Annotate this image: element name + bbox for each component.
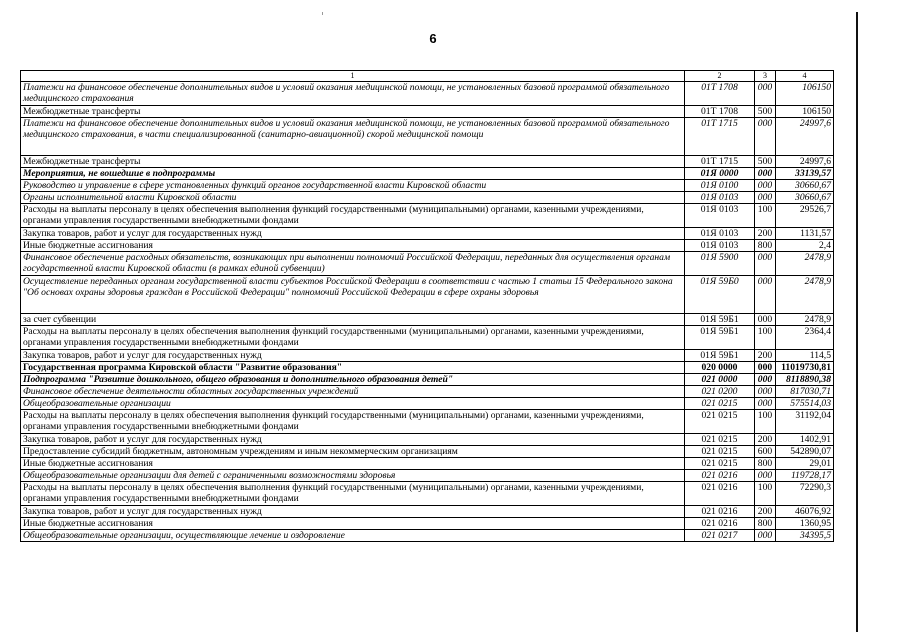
row-vr-cell: 000 [755, 180, 776, 192]
row-vr-cell: 000 [755, 168, 776, 180]
table-row [21, 350, 834, 362]
row-sum-cell: 24997,6 [776, 156, 834, 168]
row-code-cell: 021 0215 [685, 410, 755, 434]
table-row [21, 252, 834, 276]
row-sum-cell: 2478,9 [776, 314, 834, 326]
table-row [21, 506, 834, 518]
row-sum-cell: 31192,04 [776, 410, 834, 434]
row-vr-cell: 600 [755, 446, 776, 458]
row-name-cell: Закупка товаров, работ и услуг для государственных нужд [21, 434, 685, 446]
row-code-cell: 01Т 1708 [685, 82, 755, 106]
row-code-cell: 021 0216 [685, 506, 755, 518]
page-number: 6 [429, 31, 437, 46]
table-row [21, 228, 834, 240]
row-code-cell: 021 0200 [685, 386, 755, 398]
row-name-cell: Платежи на финансовое обеспечение дополнительных видов и условий оказания медицинской помощи, не установленных базовой программой обязательного медицинского страхования, в части специализированной (санитарно-авиационной) скорой медицинской помощи [21, 118, 685, 156]
row-name-cell: Межбюджетные трансферты [21, 106, 685, 118]
row-code-cell: 020 0000 [685, 362, 755, 374]
row-vr-cell: 000 [755, 192, 776, 204]
row-name-cell: Межбюджетные трансферты [21, 156, 685, 168]
row-name-cell: Закупка товаров, работ и услуг для государственных нужд [21, 228, 685, 240]
table-row [21, 156, 834, 168]
row-code-cell: 01Я 5900 [685, 252, 755, 276]
row-code-cell: 01Т 1708 [685, 106, 755, 118]
table-row [21, 82, 834, 106]
row-sum-cell: 33139,57 [776, 168, 834, 180]
row-code-cell: 01Я 0103 [685, 228, 755, 240]
row-sum-cell: 2364,4 [776, 326, 834, 350]
table-row [21, 276, 834, 314]
row-vr-cell: 800 [755, 458, 776, 470]
row-name-cell: Расходы на выплаты персоналу в целях обеспечения выполнения функций государственными (муниципальными) органами, казенными учреждениями, органами управления государственными внебюджетными фондами [21, 482, 685, 506]
table-row [21, 192, 834, 204]
row-code-cell: 01Я 0103 [685, 204, 755, 228]
row-name-cell: Финансовое обеспечение расходных обязательств, возникающих при выполнении полномочий Российской Федерации, переданных для осуществления органам государственной власти Кировской области (в рамках единой субвенции) [21, 252, 685, 276]
row-sum-cell: 29,01 [776, 458, 834, 470]
row-vr-cell: 200 [755, 434, 776, 446]
table-row [21, 434, 834, 446]
row-code-cell: 021 0215 [685, 458, 755, 470]
row-vr-cell: 000 [755, 362, 776, 374]
header-col-sum: 4 [776, 71, 834, 82]
header-col-vr: 3 [755, 71, 776, 82]
row-sum-cell: 8118890,38 [776, 374, 834, 386]
row-code-cell: 021 0215 [685, 434, 755, 446]
table-row [21, 482, 834, 506]
row-vr-cell: 500 [755, 156, 776, 168]
row-code-cell: 01Я 59Б1 [685, 350, 755, 362]
table-row [21, 446, 834, 458]
row-name-cell: Общеобразовательные организации, осуществляющие лечение и оздоровление [21, 530, 685, 542]
row-name-cell: Общеобразовательные организации [21, 398, 685, 410]
row-name-cell: Органы исполнительной власти Кировской области [21, 192, 685, 204]
row-code-cell: 01Т 1715 [685, 118, 755, 156]
table-row [21, 106, 834, 118]
row-name-cell: Общеобразовательные организации для детей с ограниченными возможностями здоровья [21, 470, 685, 482]
row-vr-cell: 800 [755, 240, 776, 252]
row-name-cell: Расходы на выплаты персоналу в целях обеспечения выполнения функций государственными (муниципальными) органами, казенными учреждениями, органами управления государственными внебюджетными фондами [21, 204, 685, 228]
table-row [21, 398, 834, 410]
table-row [21, 470, 834, 482]
table-row [21, 410, 834, 434]
table-row [21, 240, 834, 252]
row-name-cell: Иные бюджетные ассигнования [21, 458, 685, 470]
row-name-cell: Мероприятия, не вошедшие в подпрограммы [21, 168, 685, 180]
row-code-cell: 021 0216 [685, 470, 755, 482]
row-vr-cell: 100 [755, 410, 776, 434]
row-vr-cell: 000 [755, 386, 776, 398]
table-row [21, 530, 834, 542]
row-sum-cell: 2478,9 [776, 276, 834, 314]
row-code-cell: 021 0000 [685, 374, 755, 386]
row-sum-cell: 34395,5 [776, 530, 834, 542]
row-sum-cell: 1402,91 [776, 434, 834, 446]
row-code-cell: 021 0216 [685, 518, 755, 530]
row-vr-cell: 000 [755, 252, 776, 276]
row-sum-cell: 29526,7 [776, 204, 834, 228]
table-row [21, 386, 834, 398]
row-sum-cell: 106150 [776, 106, 834, 118]
header-col-code: 2 [685, 71, 755, 82]
row-code-cell: 01Я 59Б1 [685, 326, 755, 350]
row-sum-cell: 30660,67 [776, 192, 834, 204]
row-sum-cell: 2,4 [776, 240, 834, 252]
table-header-row [21, 71, 834, 82]
row-vr-cell: 100 [755, 326, 776, 350]
row-code-cell: 021 0216 [685, 482, 755, 506]
row-sum-cell: 2478,9 [776, 252, 834, 276]
row-code-cell: 021 0215 [685, 446, 755, 458]
table-row [21, 374, 834, 386]
row-sum-cell: 72290,3 [776, 482, 834, 506]
page-edge-line [856, 12, 858, 632]
row-name-cell: Закупка товаров, работ и услуг для государственных нужд [21, 506, 685, 518]
table-row [21, 518, 834, 530]
table-row [21, 326, 834, 350]
row-sum-cell: 30660,67 [776, 180, 834, 192]
row-name-cell: Расходы на выплаты персоналу в целях обеспечения выполнения функций государственными (муниципальными) органами, казенными учреждениями, органами управления государственными внебюджетными фондами [21, 410, 685, 434]
header-col-name: 1 [21, 71, 685, 82]
row-sum-cell: 575514,03 [776, 398, 834, 410]
row-vr-cell: 500 [755, 106, 776, 118]
row-name-cell: Расходы на выплаты персоналу в целях обеспечения выполнения функций государственными (муниципальными) органами, казенными учреждениями, органами управления государственными внебюджетными фондами [21, 326, 685, 350]
row-vr-cell: 000 [755, 374, 776, 386]
row-sum-cell: 542890,07 [776, 446, 834, 458]
row-name-cell: Платежи на финансовое обеспечение дополнительных видов и условий оказания медицинской помощи, не установленных базовой программой обязательного медицинского страхования [21, 82, 685, 106]
row-code-cell: 01Т 1715 [685, 156, 755, 168]
row-name-cell: Государственная программа Кировской области "Развитие образования" [21, 362, 685, 374]
row-name-cell: Руководство и управление в сфере установленных функций органов государственной власти Кировской области [21, 180, 685, 192]
row-name-cell: Иные бюджетные ассигнования [21, 240, 685, 252]
table-row [21, 118, 834, 156]
row-vr-cell: 000 [755, 276, 776, 314]
row-sum-cell: 11019730,81 [776, 362, 834, 374]
row-code-cell: 021 0217 [685, 530, 755, 542]
row-code-cell: 01Я 0000 [685, 168, 755, 180]
budget-table [20, 70, 834, 542]
row-name-cell: Иные бюджетные ассигнования [21, 518, 685, 530]
table-row [21, 180, 834, 192]
row-name-cell: Закупка товаров, работ и услуг для государственных нужд [21, 350, 685, 362]
row-sum-cell: 24997,6 [776, 118, 834, 156]
row-sum-cell: 817030,71 [776, 386, 834, 398]
row-name-cell: Осуществление переданных органам государственной власти субъектов Российской Федерации в соответствии с частью 1 статьи 15 Федерального закона "Об основах охраны здоровья граждан в Российской Федерации" полномочий Российской Федерации в сфере охраны здоровья [21, 276, 685, 314]
row-sum-cell: 114,5 [776, 350, 834, 362]
row-name-cell: за счет субвенции [21, 314, 685, 326]
row-vr-cell: 200 [755, 506, 776, 518]
table-row [21, 168, 834, 180]
budget-table-body [21, 71, 834, 542]
row-name-cell: Финансовое обеспечение деятельности областных государственных учреждений [21, 386, 685, 398]
table-row [21, 362, 834, 374]
row-name-cell: Предоставление субсидий бюджетным, автономным учреждениям и иным некоммерческим организациям [21, 446, 685, 458]
row-code-cell: 01Я 0103 [685, 192, 755, 204]
table-row [21, 458, 834, 470]
row-vr-cell: 000 [755, 398, 776, 410]
row-code-cell: 01Я 0100 [685, 180, 755, 192]
row-sum-cell: 46076,92 [776, 506, 834, 518]
row-sum-cell: 106150 [776, 82, 834, 106]
row-vr-cell: 800 [755, 518, 776, 530]
row-sum-cell: 1360,95 [776, 518, 834, 530]
table-row [21, 314, 834, 326]
row-sum-cell: 1131,57 [776, 228, 834, 240]
table-row [21, 204, 834, 228]
row-vr-cell: 000 [755, 530, 776, 542]
row-vr-cell: 000 [755, 470, 776, 482]
row-code-cell: 01Я 59Б0 [685, 276, 755, 314]
row-vr-cell: 000 [755, 82, 776, 106]
row-name-cell: Подпрограмма "Развитие дошкольного, общего образования и дополнительного образования детей" [21, 374, 685, 386]
row-vr-cell: 000 [755, 118, 776, 156]
row-code-cell: 01Я 59Б1 [685, 314, 755, 326]
row-vr-cell: 200 [755, 350, 776, 362]
row-vr-cell: 100 [755, 204, 776, 228]
row-vr-cell: 100 [755, 482, 776, 506]
row-vr-cell: 000 [755, 314, 776, 326]
scan-mark [322, 12, 323, 15]
row-code-cell: 021 0215 [685, 398, 755, 410]
row-code-cell: 01Я 0103 [685, 240, 755, 252]
row-sum-cell: 119728,17 [776, 470, 834, 482]
row-vr-cell: 200 [755, 228, 776, 240]
